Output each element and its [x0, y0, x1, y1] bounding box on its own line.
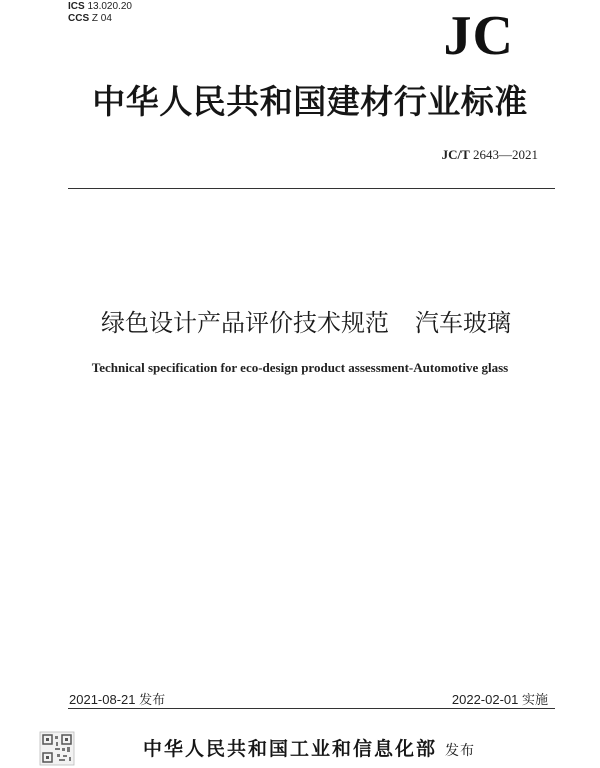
publisher-suffix: 发布 [445, 743, 476, 759]
ics-label: ICS [68, 1, 85, 12]
issue-date: 2021-08-21 发布 [69, 692, 166, 707]
top-divider [68, 188, 555, 189]
standard-number-value: 2643—2021 [473, 147, 538, 162]
title-english: Technical specification for eco-design product assessment-Automotive glass [91, 360, 509, 375]
ics-line [68, 1, 132, 13]
implement-date: 2022-02-01 实施 [451, 692, 548, 707]
bottom-divider [68, 708, 555, 709]
qr-code-icon [37, 728, 77, 768]
publisher [143, 734, 475, 761]
ccs-code: Z 04 [91, 13, 112, 24]
standard-number [442, 147, 538, 163]
standard-mark: JC [443, 5, 514, 67]
ics-code: 13.020.20 [87, 1, 132, 12]
standard-category: 中华人民共和国建材行业标准 [92, 82, 528, 121]
title-zh-main: 绿色设计产品评价技术规范 [101, 309, 389, 337]
ccs-line [68, 13, 132, 25]
publisher-name: 中华人民共和国工业和信息化部 [143, 738, 438, 760]
standard-number-prefix: JC/T [441, 147, 470, 162]
title-chinese [66, 306, 546, 340]
classification-codes [68, 1, 132, 25]
title-zh-sub: 汽车玻璃 [415, 309, 511, 337]
ccs-label: CCS [68, 13, 90, 24]
